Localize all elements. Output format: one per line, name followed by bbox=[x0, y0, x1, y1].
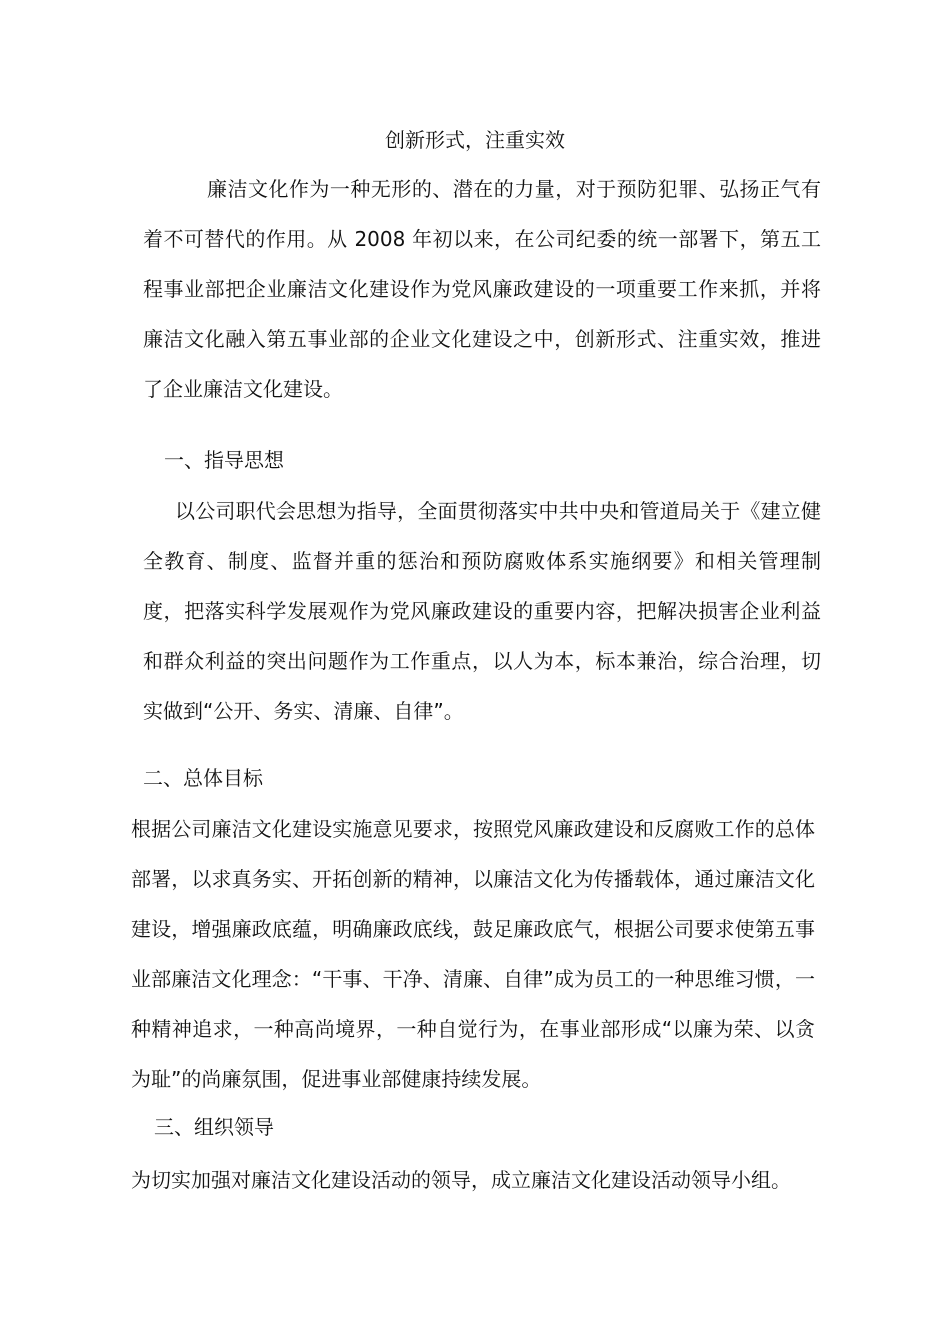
document-title: 创新形式，注重实效 bbox=[385, 128, 565, 152]
intro-paragraph: 廉洁文化作为一种无形的、潜在的力量，对于预防犯罪、弘扬正气有着不可替代的作用。从 2008 年初以来，在公司纪委的统一部署下，第五工程事业部把企业廉洁文化建设作为党风廉政建设的一项重要工作来抓，并将廉洁文化融入第五事业部的企业文化建设之中，创新形式、注重实效，推进了企业廉洁文化建设。 bbox=[143, 177, 821, 401]
section-body-organization-leadership: 为切实加强对廉洁文化建设活动的领导，成立廉洁文化建设活动领导小组。 bbox=[131, 1168, 791, 1192]
section-heading-overall-goal: 二、总体目标 bbox=[143, 766, 263, 790]
section-heading-organization-leadership: 三、组织领导 bbox=[154, 1115, 274, 1139]
section-heading-guiding-ideology: 一、指导思想 bbox=[164, 448, 284, 472]
section-body-guiding-ideology: 以公司职代会思想为指导，全面贯彻落实中共中央和管道局关于《建立健全教育、制度、监督并重的惩治和预防腐败体系实施纲要》和相关管理制度，把落实科学发展观作为党风廉政建设的重要内容，把解决损害企业利益和群众利益的突出问题作为工作重点，以人为本，标本兼治，综合治理，切实做到“公开、务实、清廉、自律”。 bbox=[143, 499, 821, 723]
section-body-overall-goal: 根据公司廉洁文化建设实施意见要求，按照党风廉政建设和反腐败工作的总体部署，以求真务实、开拓创新的精神，以廉洁文化为传播载体，通过廉洁文化建设，增强廉政底蕴，明确廉政底线，鼓足廉政底气，根据公司要求使第五事业部廉洁文化理念：“干事、干净、清廉、自律”成为员工的一种思维习惯，一种精神追求，一种高尚境界，一种自觉行为，在事业部形成“以廉为荣、以贪为耻”的尚廉氛围，促进事业部健康持续发展。 bbox=[131, 817, 815, 1091]
